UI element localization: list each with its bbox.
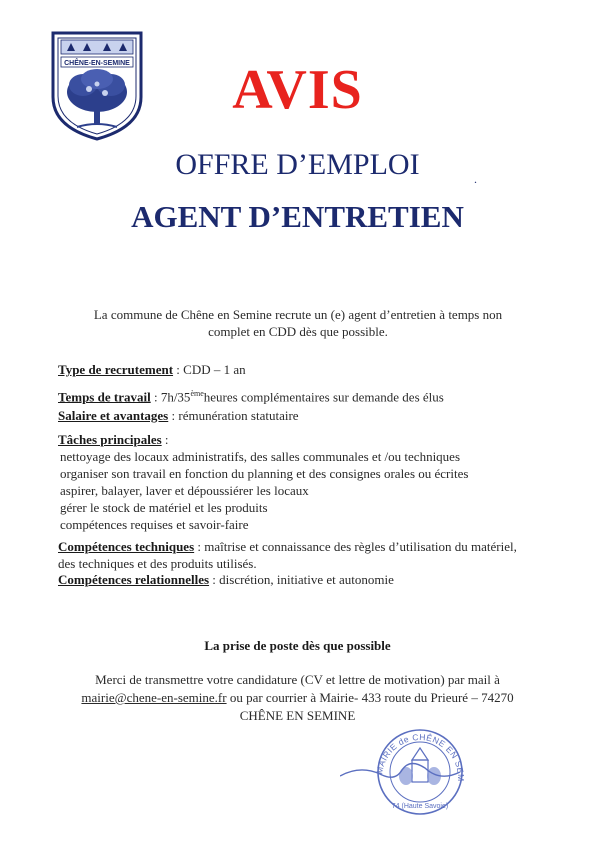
title-offre-emploi: OFFRE D’EMPLOI xyxy=(175,148,420,181)
logo-name: CHÊNE-EN-SEMINE xyxy=(64,60,130,67)
taches-suffix: : xyxy=(161,432,169,447)
title-job-position: AGENT D’ENTRETIEN xyxy=(131,199,464,234)
taches-label: Tâches principales xyxy=(58,432,162,447)
intro-line-1: La commune de Chêne en Semine recrute un (e) agent d’entretien à temps non xyxy=(93,307,503,322)
tech-value-2: des techniques et des produits utilisés. xyxy=(58,556,257,571)
stray-dot: . xyxy=(474,172,477,186)
merci-line-1: Merci de transmettre votre candidature (CV et lettre de motivation) par mail à xyxy=(95,672,500,687)
email-link[interactable]: mairie@chene-en-semine.fr xyxy=(81,690,227,705)
salaire-avantages xyxy=(58,407,299,424)
stamp-ring-text: MAIRIE de CHÊNE EN SEM xyxy=(374,731,467,782)
competences-relationnelles xyxy=(58,571,394,588)
intro-line-2: complet en CDD dès que possible. xyxy=(208,324,388,339)
taches-heading xyxy=(58,431,169,448)
task-item: compétences requises et savoir-faire xyxy=(60,517,249,532)
task-item: nettoyage des locaux administratifs, des salles communales et /ou techniques xyxy=(60,449,461,464)
temps-travail xyxy=(58,385,444,405)
official-stamp xyxy=(340,710,480,820)
task-item: organiser son travail en fonction du planning et des consignes orales ou écrites xyxy=(60,466,469,481)
title-avis: AVIS xyxy=(232,59,363,121)
tech-value-1: : maîtrise et connaissance des règles d’utilisation du matériel, xyxy=(194,539,517,554)
prise-de-poste: La prise de poste dès que possible xyxy=(204,638,391,653)
temps-label: Temps de travail xyxy=(58,389,151,405)
temps-superscript: ème xyxy=(190,389,204,398)
temps-value-a: : 7h/35 xyxy=(150,389,191,405)
type-recrutement xyxy=(58,361,246,378)
stamp-bottom-text: 74 (Haute Savoie) xyxy=(391,803,449,810)
merci-line-3: CHÊNE EN SEMINE xyxy=(239,708,356,723)
salaire-label: Salaire et avantages xyxy=(58,408,169,423)
tech-label: Compétences techniques xyxy=(58,539,195,554)
salaire-value: : rémunération statutaire xyxy=(168,408,299,423)
intro-paragraph xyxy=(48,306,548,340)
temps-value-b: heures complémentaires sur demande des élus xyxy=(203,389,444,405)
merci-address: ou par courrier à Mairie- 433 route du Prieuré – 74270 xyxy=(226,690,514,705)
task-item: aspirer, balayer, laver et dépoussiérer les locaux xyxy=(60,483,309,498)
competences-techniques xyxy=(58,538,517,555)
task-item: gérer le stock de matériel et les produits xyxy=(60,500,268,515)
type-value: : CDD – 1 an xyxy=(173,362,246,377)
type-label: Type de recrutement xyxy=(58,362,174,377)
rel-value: : discrétion, initiative et autonomie xyxy=(209,572,394,587)
merci-line-2 xyxy=(40,689,555,707)
rel-label: Compétences relationnelles xyxy=(58,572,210,587)
